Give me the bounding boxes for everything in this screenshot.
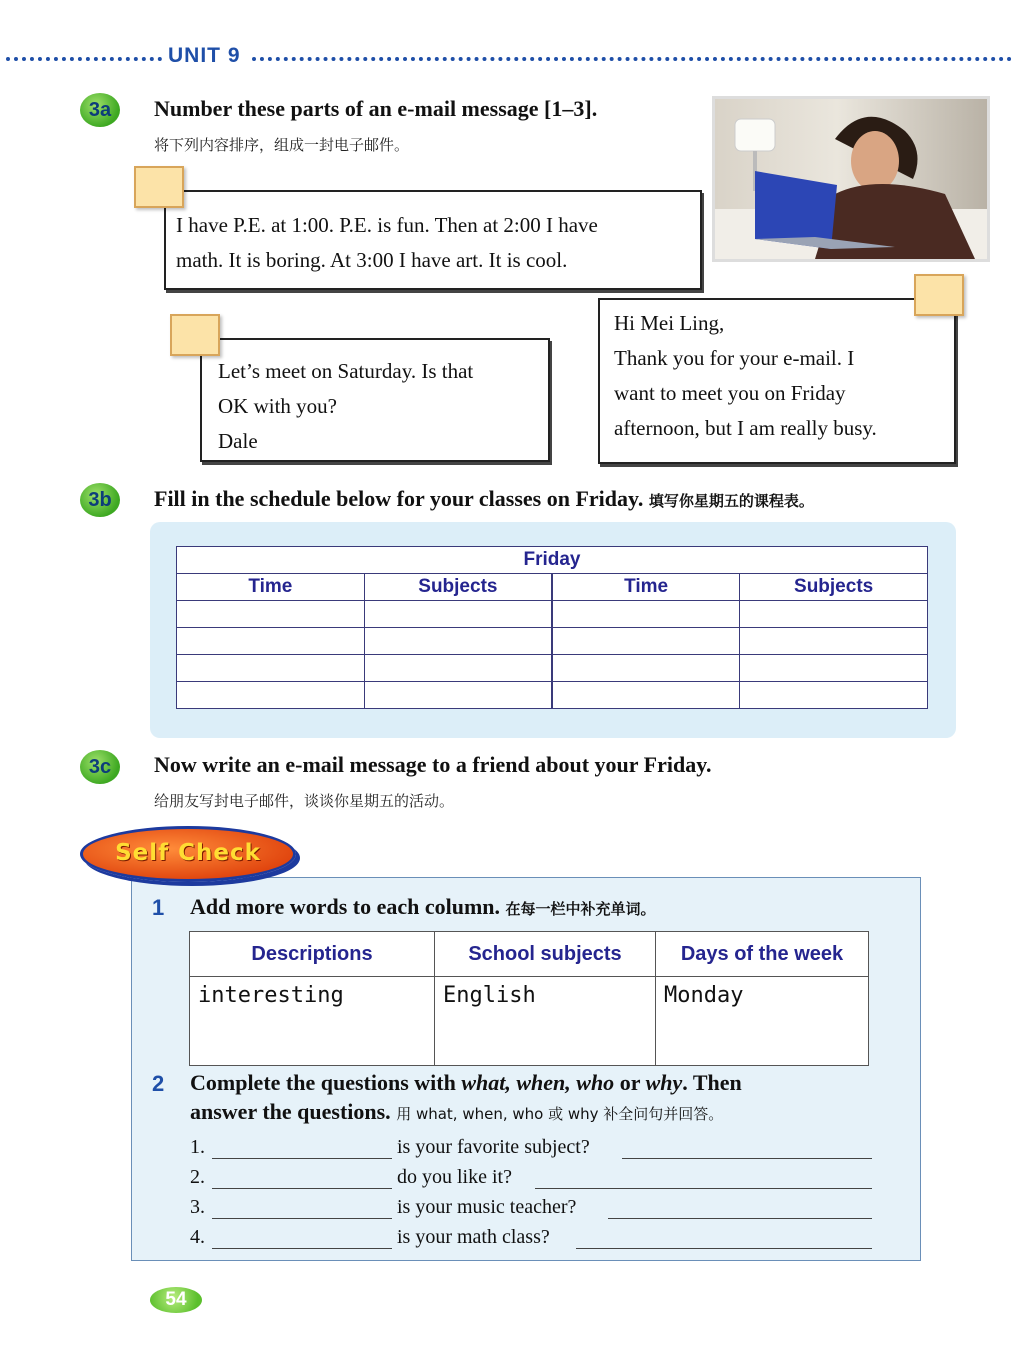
column-header-days-of-week: Days of the week [656, 932, 869, 977]
question-1-number: 1. [190, 1136, 205, 1158]
section-badge-3c: 3c [80, 750, 120, 784]
section-3b-title: Fill in the schedule below for your classes on Friday. [154, 486, 644, 511]
item-1-heading [190, 894, 656, 920]
schedule-header-subjects-2: Subjects [740, 574, 928, 601]
schedule-cell[interactable] [364, 682, 552, 709]
question-1-text: is your favorite subject? [397, 1136, 590, 1158]
question-4-blank[interactable] [212, 1248, 392, 1249]
item-1-title: Add more words to each column. [190, 894, 501, 919]
cell-days-of-week[interactable]: Monday [656, 977, 869, 1066]
number-box-1[interactable] [134, 166, 184, 208]
item-2-title-e: . Then [682, 1070, 742, 1095]
question-1-blank[interactable] [212, 1158, 392, 1159]
schedule-cell[interactable] [177, 655, 365, 682]
section-badge-3b: 3b [80, 483, 120, 517]
schedule-cell[interactable] [364, 628, 552, 655]
section-3a-title: Number these parts of an e-mail message [1–3]. [154, 96, 598, 121]
note-2-line-3: Dale [218, 429, 258, 453]
question-2-number: 2. [190, 1166, 205, 1188]
note-2-line-2: OK with you? [218, 394, 337, 418]
question-2-text: do you like it? [397, 1166, 512, 1188]
schedule-cell[interactable] [740, 601, 928, 628]
word-columns-table [189, 931, 869, 1066]
schedule-cell[interactable] [364, 601, 552, 628]
question-2-blank[interactable] [212, 1188, 392, 1189]
schedule-cell[interactable] [740, 628, 928, 655]
item-2-number: 2 [152, 1071, 165, 1096]
item-2-title-a: Complete the questions with [190, 1070, 462, 1095]
photo-boy-with-laptop [712, 96, 990, 262]
item-2-heading-line-2 [190, 1099, 723, 1125]
self-check-label [80, 826, 296, 882]
note-3-line-3: want to meet you on Friday [614, 381, 846, 405]
schedule-header-time-1: Time [177, 574, 365, 601]
answer-3-blank[interactable] [608, 1218, 872, 1219]
cell-descriptions[interactable]: interesting [190, 977, 435, 1066]
cell-school-subjects[interactable]: English [435, 977, 656, 1066]
note-3-line-2: Thank you for your e-mail. I [614, 346, 855, 370]
question-3-number: 3. [190, 1196, 205, 1218]
item-2-title-line2: answer the questions. [190, 1099, 391, 1124]
schedule-cell[interactable] [552, 682, 740, 709]
item-2-heading-line-1 [190, 1070, 742, 1096]
item-1-number: 1 [152, 895, 165, 920]
unit-title: UNIT 9 [168, 44, 241, 67]
email-part-note-3 [598, 298, 956, 464]
note-1-line-2: math. It is boring. At 3:00 I have art. It is cool. [176, 248, 568, 272]
question-4-text: is your math class? [397, 1226, 550, 1248]
column-header-school-subjects: School subjects [435, 932, 656, 977]
item-2-title-b: what, when, who [461, 1070, 615, 1095]
question-3-text: is your music teacher? [397, 1196, 577, 1218]
answer-1-blank[interactable] [622, 1158, 872, 1159]
schedule-cell[interactable] [740, 655, 928, 682]
page-number: 54 [150, 1287, 202, 1313]
self-check-text: Self Check [115, 840, 261, 866]
item-1-title-cn: 在每一栏中补充单词。 [505, 900, 656, 918]
section-badge-3a: 3a [80, 93, 120, 127]
schedule-cell[interactable] [552, 655, 740, 682]
question-4-number: 4. [190, 1226, 205, 1248]
note-3-line-1: Hi Mei Ling, [614, 311, 725, 335]
answer-4-blank[interactable] [576, 1248, 872, 1249]
note-1-line-1: I have P.E. at 1:00. P.E. is fun. Then at 2:00 I have [176, 213, 598, 237]
section-3b-title-cn: 填写你星期五的课程表。 [648, 492, 814, 510]
section-3a-subtitle: 将下列内容排序，组成一封电子邮件。 [154, 136, 410, 154]
schedule-cell[interactable] [364, 655, 552, 682]
item-2-title-c: or [614, 1070, 646, 1095]
schedule-cell[interactable] [177, 628, 365, 655]
column-header-descriptions: Descriptions [190, 932, 435, 977]
schedule-cell[interactable] [552, 628, 740, 655]
photo-illustration [715, 99, 987, 259]
schedule-cell[interactable] [177, 682, 365, 709]
schedule-header-subjects-1: Subjects [364, 574, 552, 601]
header-dots-left [6, 57, 162, 61]
schedule-title: Friday [177, 547, 928, 574]
item-2-title-cn: 用 what, when, who 或 why 补全问句并回答。 [396, 1105, 724, 1123]
schedule-header-time-2: Time [552, 574, 740, 601]
item-2-title-d: why [645, 1070, 683, 1095]
question-3-blank[interactable] [212, 1218, 392, 1219]
note-2-line-1: Let’s meet on Saturday. Is that [218, 359, 474, 383]
answer-2-blank[interactable] [535, 1188, 872, 1189]
header-dots-right [252, 57, 1012, 61]
section-3b-heading [154, 486, 814, 512]
schedule-cell[interactable] [740, 682, 928, 709]
section-3c-title: Now write an e-mail message to a friend about your Friday. [154, 752, 712, 777]
friday-schedule-table [176, 546, 928, 709]
email-part-note-2 [200, 338, 550, 462]
section-3c-subtitle: 给朋友写封电子邮件，谈谈你星期五的活动。 [154, 792, 455, 810]
email-part-note-1 [164, 190, 702, 290]
number-box-3[interactable] [914, 274, 964, 316]
schedule-cell[interactable] [177, 601, 365, 628]
schedule-cell[interactable] [552, 601, 740, 628]
number-box-2[interactable] [170, 314, 220, 356]
note-3-line-4: afternoon, but I am really busy. [614, 416, 877, 440]
